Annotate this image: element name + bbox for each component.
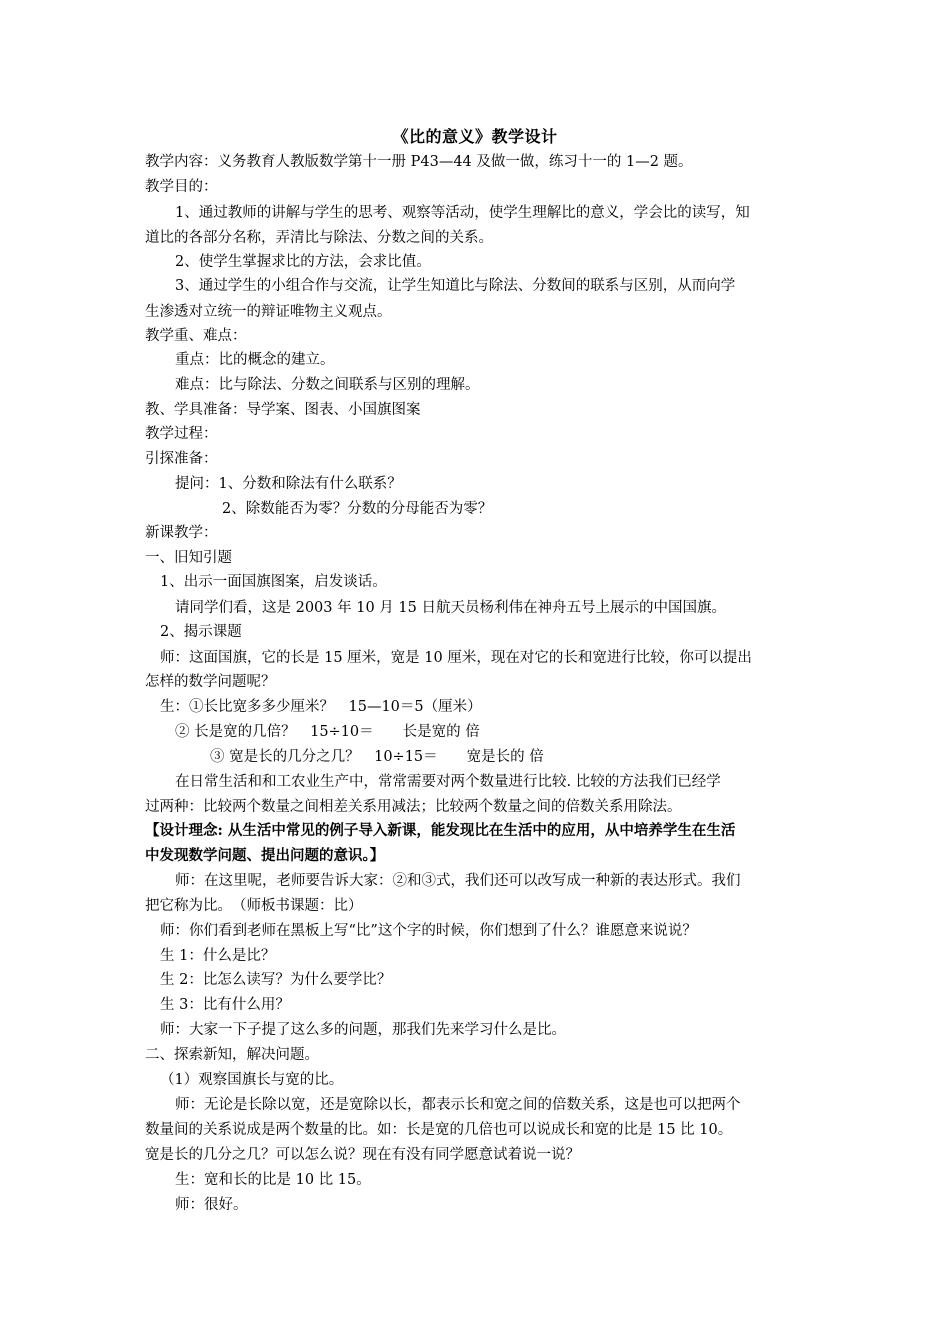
text-line: 提问：1、分数和除法有什么联系？ xyxy=(175,476,402,492)
text-line: 引探准备： xyxy=(145,451,218,467)
text-line: 难点：比与除法、分数之间联系与区别的理解。 xyxy=(175,377,480,393)
text-line: 请同学们看，这是 2003 年 10 月 15 日航天员杨利伟在神舟五号上展示的中国国旗。 xyxy=(175,600,726,616)
text-line: 教、学具准备：导学案、图表、小国旗图案 xyxy=(145,402,421,418)
text-line: 2、使学生掌握求比的方法，会求比值。 xyxy=(175,254,431,270)
text-line: 教学内容：义务教育人教版数学第十一册 P43—44 及做一做，练习十一的 1—2 题。 xyxy=(145,154,693,170)
text-line: 把它称为比。 （师板书课题：比） xyxy=(145,898,363,914)
design-note-line: 【设计理念: 从生活中常见的例子导入新课，能发现比在生活中的应用，从中培养学生在生活 xyxy=(145,822,736,839)
text-line: 重点：比的概念的建立。 xyxy=(175,352,335,368)
text-line: 1、通过教师的讲解与学生的思考、观察等活动，使学生理解比的意义，学会比的读写，知 xyxy=(175,205,750,221)
text-line: 教学过程： xyxy=(145,426,218,442)
text-line: 生 2：比怎么读写？为什么要学比？ xyxy=(160,972,392,988)
document-title: 《比的意义》教学设计 xyxy=(392,127,558,146)
text-line: ③ 宽是长的几分之几？ 10÷15＝ 宽是长的 倍 xyxy=(210,749,544,765)
text-line: ② 长是宽的几倍？ 15÷10＝ 长是宽的 倍 xyxy=(175,724,480,740)
text-line: 一、旧知引题 xyxy=(145,550,232,566)
text-line: 教学目的： xyxy=(145,179,218,195)
text-line: 怎样的数学问题呢？ xyxy=(145,674,276,690)
text-line: 师：无论是长除以宽，还是宽除以长，都表示长和宽之间的倍数关系，这是也可以把两个 xyxy=(175,1097,741,1113)
text-line: 道比的各部分名称，弄清比与除法、分数之间的关系。 xyxy=(145,230,493,246)
text-line: 1、出示一面国旗图案，启发谈话。 xyxy=(160,574,387,590)
text-line: 3、通过学生的小组合作与交流，让学生知道比与除法、分数间的联系与区别，从而向学 xyxy=(175,278,736,294)
text-line: 教学重、难点： xyxy=(145,328,247,344)
text-line: 师：这面国旗，它的长是 15 厘米，宽是 10 厘米，现在对它的长和宽进行比较，你可以提出 xyxy=(160,650,752,666)
text-line: 在日常生活和和工农业生产中，常常需要对两个数量进行比较. 比较的方法我们已经学 xyxy=(175,774,721,790)
text-line: （1）观察国旗长与宽的比。 xyxy=(160,1072,344,1088)
text-line: 宽是长的几分之几？可以怎么说？现在有没有同学愿意试着说一说？ xyxy=(145,1147,580,1163)
text-line: 生：①长比宽多多少厘米？ 15—10＝5（厘米） xyxy=(160,699,482,715)
text-line: 新课教学： xyxy=(145,525,218,541)
text-line: 生渗透对立统一的辩证唯物主义观点。 xyxy=(145,304,392,320)
text-line: 生 1：什么是比？ xyxy=(160,948,276,964)
text-line: 二、探索新知，解决问题。 xyxy=(145,1047,319,1063)
text-line: 师：大家一下子提了这么多的问题，那我们先来学习什么是比。 xyxy=(160,1022,566,1038)
text-line: 数量间的关系说成是两个数量的比。如：长是宽的几倍也可以说成长和宽的比是 15 比 10。 xyxy=(145,1122,733,1138)
text-line: 过两种：比较两个数量之间相差关系用减法；比较两个数量之间的倍数关系用除法。 xyxy=(145,799,682,815)
design-note-line: 中发现数学问题、提出问题的意识。】 xyxy=(145,847,385,864)
text-line: 生 3：比有什么用？ xyxy=(160,997,290,1013)
text-line: 师：你们看到老师在黑板上写“比”这个字的时候，你们想到了什么？谁愿意来说说？ xyxy=(160,923,697,939)
text-line: 2、揭示课题 xyxy=(160,624,242,640)
text-line: 师：在这里呢，老师要告诉大家：②和③式，我们还可以改写成一种新的表达形式。我们 xyxy=(175,873,741,889)
text-line: 2、除数能否为零？分数的分母能否为零？ xyxy=(222,501,493,517)
text-line: 师：很好。 xyxy=(175,1197,248,1213)
text-line: 生：宽和长的比是 10 比 15。 xyxy=(175,1172,371,1188)
